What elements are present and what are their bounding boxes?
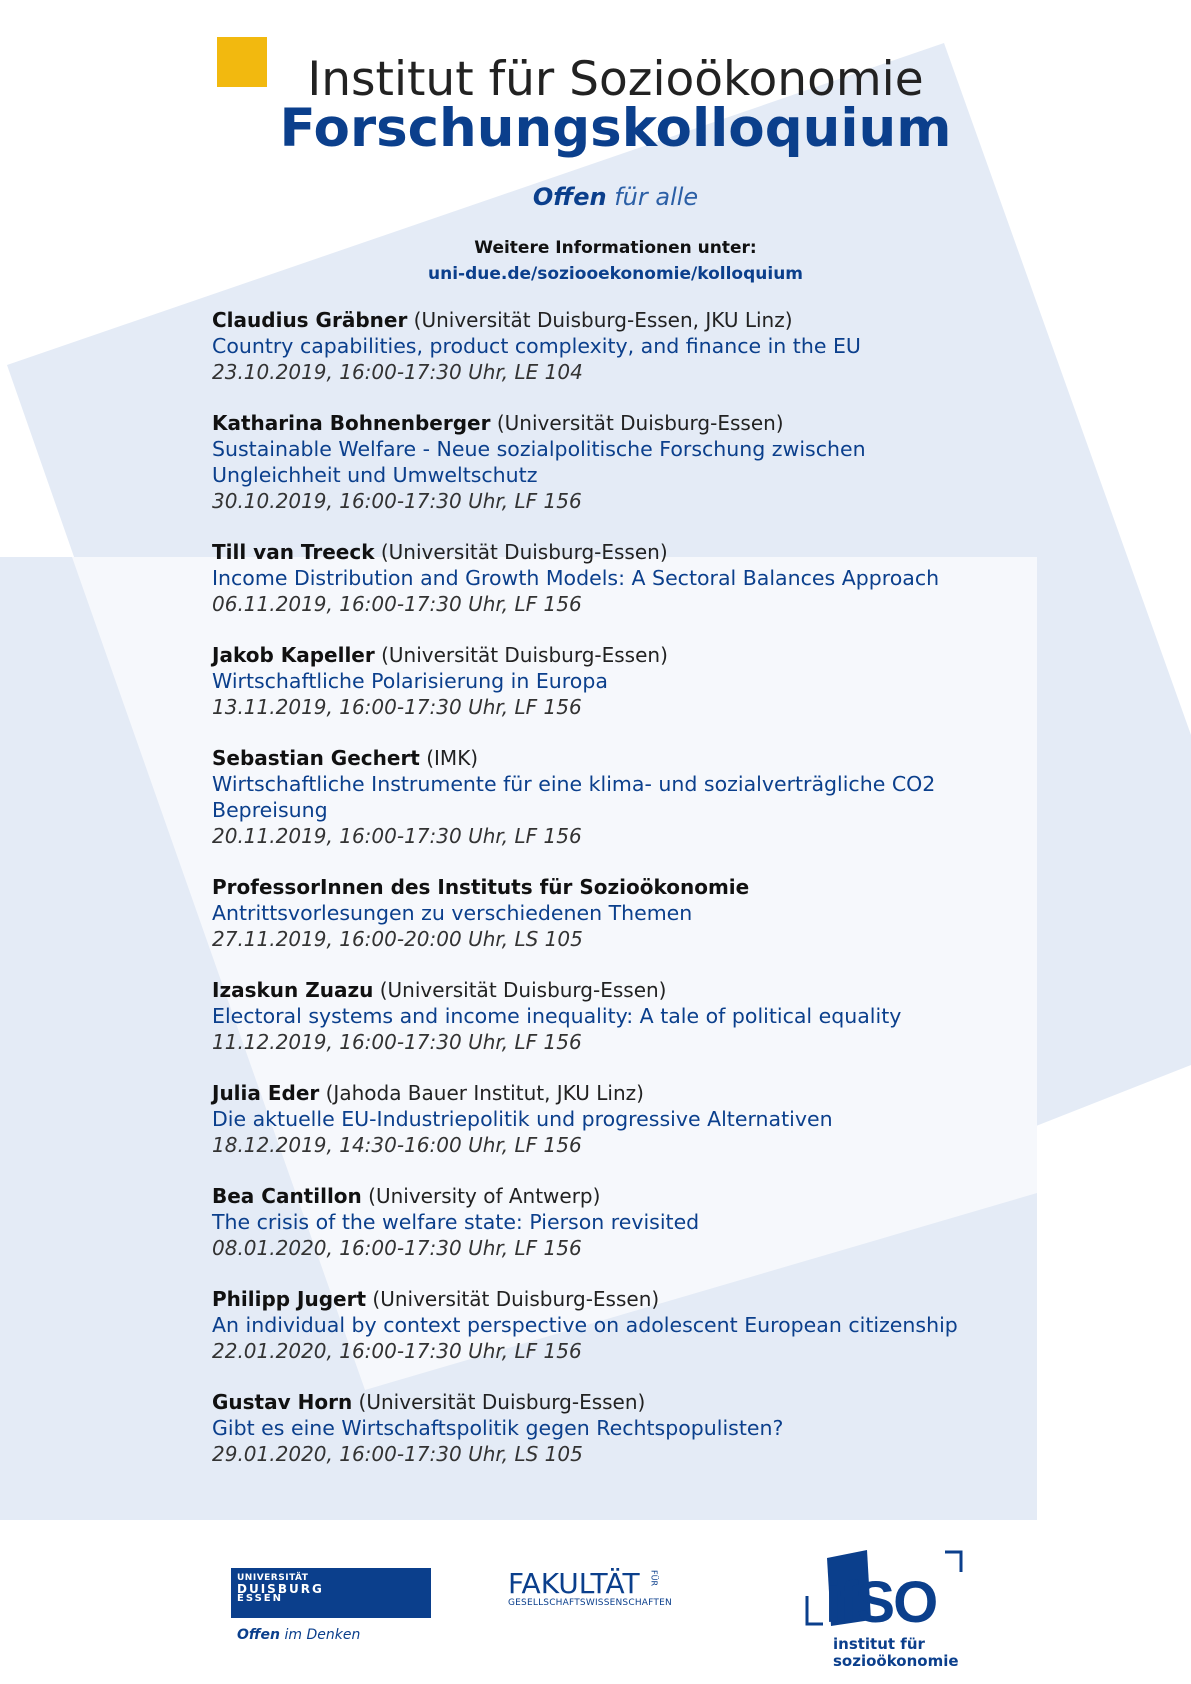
speaker-name: ProfessorInnen des Instituts für Sozioökonomie [212, 875, 750, 899]
page-title-institute: Institut für Sozioökonomie [307, 52, 924, 107]
speaker-affiliation: (Universität Duisburg-Essen) [366, 1287, 660, 1311]
talk-title: Electoral systems and income inequality: A tale of political equality [212, 1004, 902, 1028]
event-header [212, 977, 1172, 1003]
speaker-name: Katharina Bohnenberger [212, 411, 491, 435]
talk-title: Bepreisung [212, 798, 328, 822]
talk-title: Die aktuelle EU-Industriepolitik und progressive Alternativen [212, 1107, 833, 1131]
talk-date: 20.11.2019, 16:00-17:30 Uhr, LF 156 [212, 824, 582, 848]
event-item [212, 307, 1172, 385]
event-header [212, 874, 1172, 900]
ude-logo-line3: ESSEN [237, 1593, 283, 1604]
event-item [212, 1389, 1172, 1467]
page-title-colloquium: Forschungskolloquium [279, 98, 952, 159]
info-url-link[interactable]: uni-due.de/soziooekonomie/kolloquium [427, 264, 804, 284]
event-header [212, 1080, 1172, 1106]
speaker-affiliation: (Universität Duisburg-Essen) [352, 1390, 646, 1414]
event-item [212, 977, 1172, 1055]
speaker-affiliation: (Universität Duisburg-Essen) [490, 411, 784, 435]
speaker-affiliation: (Jahoda Bauer Institut, JKU Linz) [319, 1081, 644, 1105]
ude-claim-bold: Offen [237, 1627, 281, 1643]
talk-date: 22.01.2020, 16:00-17:30 Uhr, LF 156 [212, 1339, 582, 1363]
speaker-name: Jakob Kapeller [212, 643, 375, 667]
info-label: Weitere Informationen unter: [474, 238, 757, 258]
event-header [212, 1389, 1172, 1415]
tagline-rest: für alle [606, 183, 699, 211]
talk-date: 30.10.2019, 16:00-17:30 Uhr, LF 156 [212, 489, 582, 513]
event-header [212, 745, 1172, 771]
talk-title: Antrittsvorlesungen zu verschiedenen Themen [212, 901, 693, 925]
speaker-name: Sebastian Gechert [212, 746, 420, 770]
ude-logo[interactable] [231, 1568, 431, 1618]
talk-title: An individual by context perspective on adolescent European citizenship [212, 1313, 958, 1337]
event-item [212, 874, 1172, 952]
ifso-subtitle-line2: sozioökonomie [833, 1652, 959, 1670]
event-header [212, 1183, 1172, 1209]
talk-title: Wirtschaftliche Instrumente für eine klima- und sozialverträgliche CO2 [212, 772, 936, 796]
event-header [212, 410, 1172, 436]
event-item [212, 539, 1172, 617]
talk-date: 18.12.2019, 14:30-16:00 Uhr, LF 156 [212, 1133, 582, 1157]
speaker-name: Julia Eder [212, 1081, 320, 1105]
ifso-subtitle [833, 1636, 959, 1670]
tagline [0, 183, 1191, 211]
faculty-logo-main: FAKULTÄT [508, 1567, 640, 1600]
faculty-logo-big [508, 1567, 672, 1600]
event-item [212, 1183, 1172, 1261]
speaker-name: Bea Cantillon [212, 1184, 362, 1208]
ude-logo-line2: DUISBURG [237, 1582, 324, 1596]
faculty-logo[interactable] [508, 1567, 672, 1608]
ude-claim [237, 1627, 360, 1643]
talk-date: 23.10.2019, 16:00-17:30 Uhr, LE 104 [212, 360, 583, 384]
faculty-logo-small: GESELLSCHAFTSWISSENSCHAFTEN [508, 1598, 672, 1608]
talk-date: 11.12.2019, 16:00-17:30 Uhr, LF 156 [212, 1030, 582, 1054]
talk-title: Income Distribution and Growth Models: A Sectoral Balances Approach [212, 566, 940, 590]
talk-title: Gibt es eine Wirtschaftspolitik gegen Rechtspopulisten? [212, 1416, 784, 1440]
speaker-name: Philipp Jugert [212, 1287, 367, 1311]
event-header [212, 539, 1172, 565]
talk-date: 06.11.2019, 16:00-17:30 Uhr, LF 156 [212, 592, 582, 616]
speaker-name: Izaskun Zuazu [212, 978, 374, 1002]
ifso-subtitle-line1: institut für [833, 1635, 925, 1653]
speaker-affiliation: (Universität Duisburg-Essen) [373, 978, 667, 1002]
speaker-affiliation: (University of Antwerp) [361, 1184, 601, 1208]
ifso-logo-text: ifSO [825, 1570, 937, 1635]
speaker-name: Gustav Horn [212, 1390, 353, 1414]
event-item [212, 1080, 1172, 1158]
talk-title: Country capabilities, product complexity, and finance in the EU [212, 334, 861, 358]
speaker-affiliation: (Universität Duisburg-Essen) [374, 540, 668, 564]
ude-logo-text [237, 1573, 324, 1604]
talk-date: 29.01.2020, 16:00-17:30 Uhr, LS 105 [212, 1442, 583, 1466]
talk-date: 27.11.2019, 16:00-20:00 Uhr, LS 105 [212, 927, 583, 951]
talk-date: 08.01.2020, 16:00-17:30 Uhr, LF 156 [212, 1236, 582, 1260]
talk-title: Ungleichheit und Umweltschutz [212, 463, 538, 487]
talk-title: Sustainable Welfare - Neue sozialpolitische Forschung zwischen [212, 437, 866, 461]
ude-logo-line1: UNIVERSITÄT [237, 1573, 309, 1583]
event-item [212, 642, 1172, 720]
event-header [212, 642, 1172, 668]
faculty-logo-fuer: FÜR [649, 1570, 659, 1587]
speaker-affiliation: (Universität Duisburg-Essen) [374, 643, 668, 667]
info-block [0, 235, 1191, 287]
speaker-affiliation: (IMK) [419, 746, 479, 770]
event-item [212, 1286, 1172, 1364]
speaker-name: Claudius Gräbner [212, 308, 408, 332]
speaker-name: Till van Treeck [212, 540, 375, 564]
speaker-affiliation: (Universität Duisburg-Essen, JKU Linz) [407, 308, 793, 332]
event-header [212, 1286, 1172, 1312]
event-item [212, 745, 1172, 849]
event-list [212, 307, 1172, 1492]
talk-title: Wirtschaftliche Polarisierung in Europa [212, 669, 608, 693]
talk-title: The crisis of the welfare state: Pierson revisited [212, 1210, 700, 1234]
talk-date: 13.11.2019, 16:00-17:30 Uhr, LF 156 [212, 695, 582, 719]
event-header [212, 307, 1172, 333]
event-item [212, 410, 1172, 514]
tagline-bold: Offen [532, 183, 607, 211]
ude-claim-rest: im Denken [280, 1627, 361, 1643]
